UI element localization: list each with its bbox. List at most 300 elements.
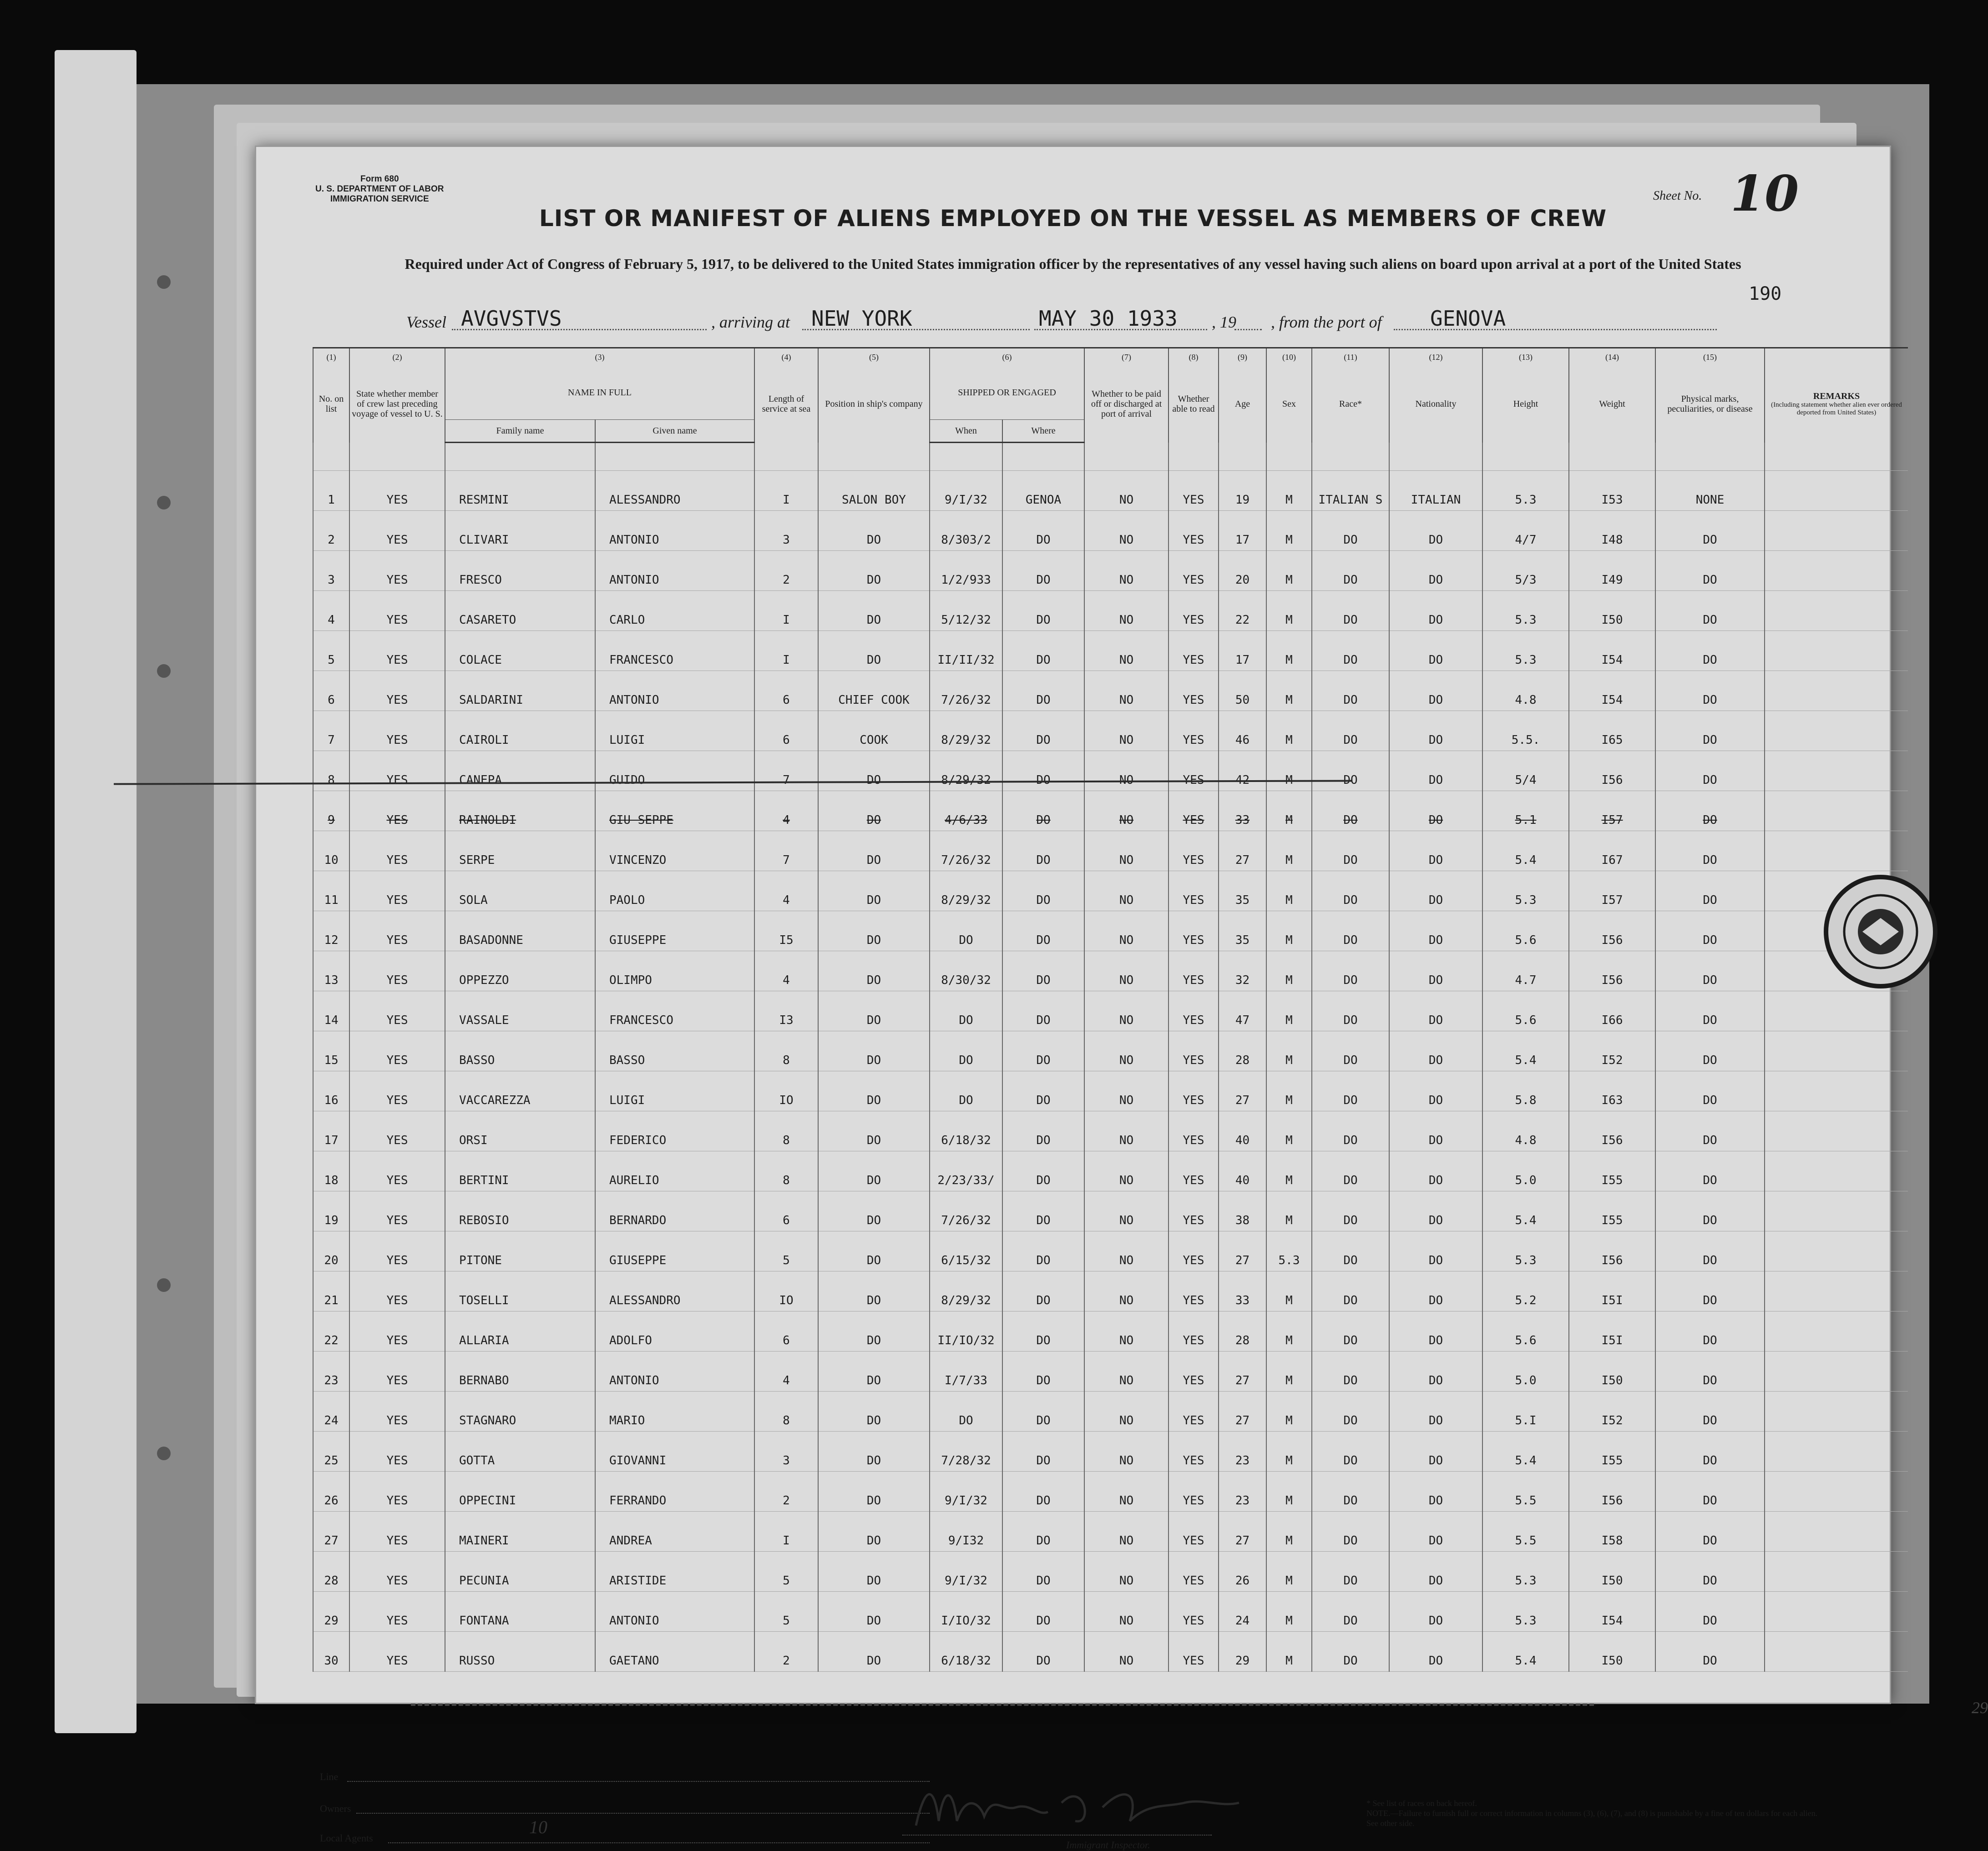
cell-age: 27 <box>1219 1071 1266 1111</box>
cell-family-name: VACCAREZZA <box>445 1071 595 1111</box>
cell-remarks <box>1765 751 1908 791</box>
cell-physical-marks: DO <box>1655 1111 1765 1151</box>
cell-remarks <box>1765 711 1908 751</box>
cell-paid-off: NO <box>1084 751 1169 791</box>
cell-paid-off: NO <box>1084 791 1169 831</box>
cell-row-number: 22 <box>313 1311 349 1352</box>
cell-weight: I56 <box>1569 951 1655 991</box>
cell-family-name: CLIVARI <box>445 511 595 551</box>
cell-engaged-when: 9/I32 <box>930 1512 1002 1552</box>
cell-position: DO <box>818 1472 930 1512</box>
cell-engaged-when: 9/I/32 <box>930 471 1002 511</box>
cell-previous-voyage: YES <box>349 1472 445 1512</box>
cell-row-number: 5 <box>313 631 349 671</box>
cell-race: DO <box>1312 1392 1389 1432</box>
cell-able-to-read: YES <box>1169 831 1219 871</box>
cell-nationality: DO <box>1389 991 1482 1031</box>
cell-physical-marks: DO <box>1655 511 1765 551</box>
table-row <box>313 1592 1908 1632</box>
cell-paid-off: NO <box>1084 511 1169 551</box>
cell-engaged-when: 9/I/32 <box>930 1552 1002 1592</box>
crew-rows <box>313 443 1908 1672</box>
cell-previous-voyage: YES <box>349 1352 445 1392</box>
from-port-label: , from the port of <box>1271 313 1382 331</box>
cell-family-name: FONTANA <box>445 1592 595 1632</box>
cell-family-name: RESMINI <box>445 471 595 511</box>
cell-age: 28 <box>1219 1311 1266 1352</box>
table-row <box>313 551 1908 591</box>
cell-able-to-read: YES <box>1169 1271 1219 1311</box>
header-sex: Sex <box>1266 366 1312 443</box>
cell-weight: I56 <box>1569 1111 1655 1151</box>
cell-race: DO <box>1312 831 1389 871</box>
cell-physical-marks: DO <box>1655 631 1765 671</box>
cell-length-of-service: 3 <box>754 1432 818 1472</box>
binding-hole <box>157 664 171 678</box>
crew-table <box>313 347 1908 1672</box>
cell-engaged-when: 7/26/32 <box>930 671 1002 711</box>
cell-previous-voyage: YES <box>349 1071 445 1111</box>
cell-sex: M <box>1266 591 1312 631</box>
cell-age: 42 <box>1219 751 1266 791</box>
cell-height: 5/3 <box>1482 551 1569 591</box>
cell-engaged-where: DO <box>1002 1111 1084 1151</box>
cell-nationality: DO <box>1389 1592 1482 1632</box>
cell-family-name: CAIROLI <box>445 711 595 751</box>
cell-physical-marks: DO <box>1655 871 1765 911</box>
cell-position: DO <box>818 1231 930 1271</box>
cell-weight: I65 <box>1569 711 1655 751</box>
cell-length-of-service: 5 <box>754 1552 818 1592</box>
cell-nationality: DO <box>1389 591 1482 631</box>
cell-able-to-read: YES <box>1169 1031 1219 1071</box>
cell-nationality: DO <box>1389 1432 1482 1472</box>
cell-engaged-where: DO <box>1002 1191 1084 1231</box>
cell-family-name: GOTTA <box>445 1432 595 1472</box>
cell-paid-off: NO <box>1084 1552 1169 1592</box>
cell-able-to-read: YES <box>1169 791 1219 831</box>
cell-race: DO <box>1312 1151 1389 1191</box>
header-remarks <box>1765 366 1908 443</box>
colnum: (12) <box>1389 348 1482 366</box>
cell-physical-marks: DO <box>1655 1592 1765 1632</box>
cell-height: 5.3 <box>1482 471 1569 511</box>
cell-nationality: DO <box>1389 1392 1482 1432</box>
cell-paid-off: NO <box>1084 911 1169 951</box>
cell-sex: M <box>1266 1592 1312 1632</box>
cell-nationality: DO <box>1389 1311 1482 1352</box>
cell-remarks <box>1765 831 1908 871</box>
cell-able-to-read: YES <box>1169 511 1219 551</box>
cell-family-name: BASSO <box>445 1031 595 1071</box>
cell-physical-marks: DO <box>1655 1151 1765 1191</box>
seal-graphic <box>1821 873 1940 991</box>
cell-able-to-read: YES <box>1169 1592 1219 1632</box>
cell-engaged-where: GENOA <box>1002 471 1084 511</box>
cell-engaged-where: DO <box>1002 911 1084 951</box>
cell-height: 5.3 <box>1482 1592 1569 1632</box>
cell-race: DO <box>1312 871 1389 911</box>
cell-height: 5.4 <box>1482 1632 1569 1672</box>
cell-length-of-service: 8 <box>754 1392 818 1432</box>
cell-remarks <box>1765 1231 1908 1271</box>
cell-previous-voyage: YES <box>349 1632 445 1672</box>
inspector-rule <box>902 1835 1212 1836</box>
cell-height: 5.4 <box>1482 1432 1569 1472</box>
cell-age: 23 <box>1219 1472 1266 1512</box>
departure-port: GENOVA <box>1430 306 1506 331</box>
cell-able-to-read: YES <box>1169 1311 1219 1352</box>
cell-previous-voyage: YES <box>349 471 445 511</box>
cell-age: 19 <box>1219 471 1266 511</box>
cell-engaged-when: 8/303/2 <box>930 511 1002 551</box>
cell-position: DO <box>818 551 930 591</box>
cell-weight: I54 <box>1569 671 1655 711</box>
table-row <box>313 1472 1908 1512</box>
cell-length-of-service: 8 <box>754 1151 818 1191</box>
cell-engaged-where: DO <box>1002 1031 1084 1071</box>
cell-position: DO <box>818 1311 930 1352</box>
binding-hole <box>157 1447 171 1460</box>
cell-physical-marks: DO <box>1655 1311 1765 1352</box>
cell-engaged-when: DO <box>930 1392 1002 1432</box>
cell-position: DO <box>818 1632 930 1672</box>
cell-given-name: FEDERICO <box>595 1111 754 1151</box>
cell-physical-marks: DO <box>1655 751 1765 791</box>
cell-position: DO <box>818 951 930 991</box>
cell-able-to-read: YES <box>1169 1392 1219 1432</box>
table-row <box>313 911 1908 951</box>
arriving-port: NEW YORK <box>811 306 912 331</box>
cell-engaged-where: DO <box>1002 591 1084 631</box>
cell-sex: M <box>1266 631 1312 671</box>
cell-position: COOK <box>818 711 930 751</box>
cell-height: 5.0 <box>1482 1352 1569 1392</box>
cell-nationality: DO <box>1389 951 1482 991</box>
cell-length-of-service: 4 <box>754 951 818 991</box>
cell-race: DO <box>1312 511 1389 551</box>
header-paid-off: Whether to be paid off or discharged at port of arrival <box>1084 366 1169 443</box>
cell-weight: I55 <box>1569 1151 1655 1191</box>
cell-length-of-service: 2 <box>754 1632 818 1672</box>
cell-able-to-read: YES <box>1169 711 1219 751</box>
header-nationality: Nationality <box>1389 366 1482 443</box>
cell-family-name: MAINERI <box>445 1512 595 1552</box>
cell-nationality: DO <box>1389 1111 1482 1151</box>
cell-race: DO <box>1312 991 1389 1031</box>
cell-weight: I58 <box>1569 1512 1655 1552</box>
arrival-date: MAY 30 1933 <box>1039 306 1178 331</box>
cell-physical-marks: DO <box>1655 1271 1765 1311</box>
cell-engaged-where: DO <box>1002 1071 1084 1111</box>
cell-position: CHIEF COOK <box>818 671 930 711</box>
cell-position: DO <box>818 1071 930 1111</box>
cell-able-to-read: YES <box>1169 1472 1219 1512</box>
cell-row-number: 6 <box>313 671 349 711</box>
cell-row-number: 18 <box>313 1151 349 1191</box>
cell-engaged-when: DO <box>930 991 1002 1031</box>
table-row <box>313 1311 1908 1352</box>
consulate-seal <box>1821 873 1940 991</box>
cell-position: DO <box>818 511 930 551</box>
cell-length-of-service: 6 <box>754 671 818 711</box>
cell-age: 27 <box>1219 1512 1266 1552</box>
owners-label: Owners <box>320 1803 351 1814</box>
cell-given-name: BASSO <box>595 1031 754 1071</box>
cell-race: DO <box>1312 1191 1389 1231</box>
cell-physical-marks: DO <box>1655 591 1765 631</box>
cell-physical-marks: DO <box>1655 1512 1765 1552</box>
cell-race: DO <box>1312 1231 1389 1271</box>
table-row <box>313 1151 1908 1191</box>
cell-age: 23 <box>1219 1432 1266 1472</box>
cell-family-name: STAGNARO <box>445 1392 595 1432</box>
cell-weight: I54 <box>1569 631 1655 671</box>
cell-engaged-when: 7/26/32 <box>930 1191 1002 1231</box>
cell-engaged-when: 6/18/32 <box>930 1111 1002 1151</box>
cell-race: DO <box>1312 1271 1389 1311</box>
cell-race: DO <box>1312 591 1389 631</box>
cell-previous-voyage: YES <box>349 951 445 991</box>
cell-engaged-where: DO <box>1002 1552 1084 1592</box>
arriving-label: , arriving at <box>711 313 790 331</box>
header-where: Where <box>1002 420 1084 443</box>
cell-family-name: REBOSIO <box>445 1191 595 1231</box>
header-given-name: Given name <box>595 420 754 443</box>
cell-physical-marks: DO <box>1655 711 1765 751</box>
cell-weight: I49 <box>1569 551 1655 591</box>
cell-nationality: DO <box>1389 671 1482 711</box>
cell-length-of-service: 4 <box>754 1352 818 1392</box>
cell-height: 5.I <box>1482 1392 1569 1432</box>
cell-remarks <box>1765 1271 1908 1311</box>
colnum: (1) <box>313 348 349 366</box>
cell-able-to-read: YES <box>1169 1231 1219 1271</box>
header-no-on-list: No. on list <box>313 366 349 443</box>
date-rule <box>1034 329 1207 330</box>
header-shipped-or-engaged: SHIPPED OR ENGAGED <box>930 366 1084 420</box>
cell-engaged-where: DO <box>1002 631 1084 671</box>
cell-given-name: ADOLFO <box>595 1311 754 1352</box>
cell-nationality: DO <box>1389 791 1482 831</box>
cell-paid-off: NO <box>1084 1592 1169 1632</box>
cell-sex: M <box>1266 991 1312 1031</box>
cell-previous-voyage: YES <box>349 671 445 711</box>
cell-able-to-read: YES <box>1169 991 1219 1031</box>
cell-paid-off: NO <box>1084 1632 1169 1672</box>
cell-engaged-when: 9/I/32 <box>930 1472 1002 1512</box>
owners-rule <box>356 1813 930 1814</box>
cell-paid-off: NO <box>1084 1031 1169 1071</box>
cell-paid-off: NO <box>1084 1472 1169 1512</box>
cell-row-number: 2 <box>313 511 349 551</box>
cell-previous-voyage: YES <box>349 1512 445 1552</box>
cell-previous-voyage: YES <box>349 831 445 871</box>
cell-previous-voyage: YES <box>349 1392 445 1432</box>
cell-physical-marks: DO <box>1655 1432 1765 1472</box>
vessel-name: AVGVSTVS <box>461 306 562 331</box>
races-note: * See list of races on back hereof. <box>1366 1799 1477 1808</box>
cell-family-name: RAINOLDI <box>445 791 595 831</box>
signature-scrawl <box>911 1775 1257 1835</box>
cell-sex: M <box>1266 1111 1312 1151</box>
cell-physical-marks: DO <box>1655 791 1765 831</box>
cell-able-to-read: YES <box>1169 591 1219 631</box>
cell-race: DO <box>1312 1031 1389 1071</box>
table-row <box>313 471 1908 511</box>
cell-length-of-service: 2 <box>754 1472 818 1512</box>
cell-length-of-service: I <box>754 591 818 631</box>
cell-paid-off: NO <box>1084 631 1169 671</box>
cell-previous-voyage: YES <box>349 1552 445 1592</box>
table-row <box>313 1512 1908 1552</box>
cell-length-of-service: I <box>754 1512 818 1552</box>
cell-age: 46 <box>1219 711 1266 751</box>
cell-remarks <box>1765 511 1908 551</box>
cell-length-of-service: 4 <box>754 791 818 831</box>
cell-race: DO <box>1312 1111 1389 1151</box>
cell-given-name: FRANCESCO <box>595 991 754 1031</box>
cell-paid-off: NO <box>1084 1392 1169 1432</box>
cell-height: 4.7 <box>1482 951 1569 991</box>
cell-race: DO <box>1312 1552 1389 1592</box>
colnum: (11) <box>1312 348 1389 366</box>
cell-engaged-where: DO <box>1002 871 1084 911</box>
cell-physical-marks: DO <box>1655 1632 1765 1672</box>
cell-family-name: VASSALE <box>445 991 595 1031</box>
table-row <box>313 1031 1908 1071</box>
cell-previous-voyage: YES <box>349 1592 445 1632</box>
cell-able-to-read: YES <box>1169 1552 1219 1592</box>
cell-family-name: CANEPA <box>445 751 595 791</box>
colnum: (3) <box>445 348 754 366</box>
cell-given-name: GAETANO <box>595 1632 754 1672</box>
cell-age: 47 <box>1219 991 1266 1031</box>
cell-given-name: PAOLO <box>595 871 754 911</box>
cell-able-to-read: YES <box>1169 1432 1219 1472</box>
cell-physical-marks: DO <box>1655 1352 1765 1392</box>
header-family-name: Family name <box>445 420 595 443</box>
cell-row-number: 24 <box>313 1392 349 1432</box>
cell-nationality: DO <box>1389 911 1482 951</box>
cell-length-of-service: 3 <box>754 511 818 551</box>
cell-family-name: FRESCO <box>445 551 595 591</box>
cell-family-name: ORSI <box>445 1111 595 1151</box>
cell-weight: I63 <box>1569 1071 1655 1111</box>
cell-sex: M <box>1266 471 1312 511</box>
cell-physical-marks: DO <box>1655 951 1765 991</box>
cell-nationality: ITALIAN <box>1389 471 1482 511</box>
cell-height: 5.3 <box>1482 1231 1569 1271</box>
cell-weight: I56 <box>1569 1231 1655 1271</box>
colnum: (14) <box>1569 348 1655 366</box>
cell-height: 4.8 <box>1482 1111 1569 1151</box>
colnum <box>1765 348 1908 366</box>
cell-remarks <box>1765 1392 1908 1432</box>
cell-physical-marks: NONE <box>1655 471 1765 511</box>
legal-requirement: Required under Act of Congress of February 5, 1917, to be delivered to the United States immigration officer by the representatives of any vessel having such aliens on board upon arrival at a port of the United States <box>405 256 1741 272</box>
cell-able-to-read: YES <box>1169 751 1219 791</box>
cell-sex: M <box>1266 511 1312 551</box>
remarks-note: (Including statement whether alien ever ordered deported from United States) <box>1771 401 1902 417</box>
cell-height: 5.4 <box>1482 831 1569 871</box>
cell-row-number: 16 <box>313 1071 349 1111</box>
cell-sex: M <box>1266 1352 1312 1392</box>
cell-engaged-when: DO <box>930 911 1002 951</box>
cell-paid-off: NO <box>1084 1151 1169 1191</box>
cell-paid-off: NO <box>1084 1231 1169 1271</box>
cell-age: 50 <box>1219 671 1266 711</box>
cell-sex: M <box>1266 1552 1312 1592</box>
cell-position: DO <box>818 791 930 831</box>
table-row <box>313 511 1908 551</box>
cell-given-name: ANTONIO <box>595 1592 754 1632</box>
cell-engaged-when: 7/28/32 <box>930 1432 1002 1472</box>
cell-physical-marks: DO <box>1655 671 1765 711</box>
cell-age: 26 <box>1219 1552 1266 1592</box>
cell-previous-voyage: YES <box>349 511 445 551</box>
cell-previous-voyage: YES <box>349 1231 445 1271</box>
agents-rule <box>388 1842 930 1843</box>
cell-weight: I50 <box>1569 591 1655 631</box>
binding-hole <box>157 496 171 509</box>
cell-given-name: ANTONIO <box>595 671 754 711</box>
cell-engaged-when: 6/18/32 <box>930 1632 1002 1672</box>
cell-paid-off: NO <box>1084 991 1169 1031</box>
cell-length-of-service: I5 <box>754 911 818 951</box>
cell-sex: M <box>1266 1632 1312 1672</box>
cell-nationality: DO <box>1389 1271 1482 1311</box>
cell-row-number: 29 <box>313 1592 349 1632</box>
cell-length-of-service: 8 <box>754 1111 818 1151</box>
cell-height: 5.2 <box>1482 1271 1569 1311</box>
cell-position: DO <box>818 1432 930 1472</box>
departure-rule <box>1394 329 1717 330</box>
cell-physical-marks: DO <box>1655 911 1765 951</box>
cell-weight: I50 <box>1569 1552 1655 1592</box>
cell-paid-off: NO <box>1084 591 1169 631</box>
cell-nationality: DO <box>1389 1632 1482 1672</box>
cell-nationality: DO <box>1389 1512 1482 1552</box>
cell-nationality: DO <box>1389 551 1482 591</box>
header-row-1 <box>313 366 1908 420</box>
cell-race: DO <box>1312 751 1389 791</box>
cell-weight: I54 <box>1569 1592 1655 1632</box>
cell-sex: M <box>1266 751 1312 791</box>
cell-nationality: DO <box>1389 1472 1482 1512</box>
cell-paid-off: NO <box>1084 1111 1169 1151</box>
cell-remarks <box>1765 1432 1908 1472</box>
cell-family-name: SALDARINI <box>445 671 595 711</box>
cell-paid-off: NO <box>1084 711 1169 751</box>
cell-height: 5.3 <box>1482 871 1569 911</box>
colnum: (13) <box>1482 348 1569 366</box>
cell-given-name: GIOVANNI <box>595 1432 754 1472</box>
cell-remarks <box>1765 671 1908 711</box>
cell-remarks <box>1765 1151 1908 1191</box>
cell-weight: I56 <box>1569 1472 1655 1512</box>
cell-nationality: DO <box>1389 871 1482 911</box>
cell-able-to-read: YES <box>1169 1352 1219 1392</box>
cell-height: 5.1 <box>1482 791 1569 831</box>
cell-row-number: 30 <box>313 1632 349 1672</box>
cell-weight: I53 <box>1569 471 1655 511</box>
cell-given-name: MARIO <box>595 1392 754 1432</box>
header-previous-voyage: State whether member of crew last preceding voyage of vessel to U. S. <box>349 366 445 443</box>
cell-height: 5.5. <box>1482 711 1569 751</box>
cell-race: ITALIAN S <box>1312 471 1389 511</box>
cell-given-name: FERRANDO <box>595 1472 754 1512</box>
